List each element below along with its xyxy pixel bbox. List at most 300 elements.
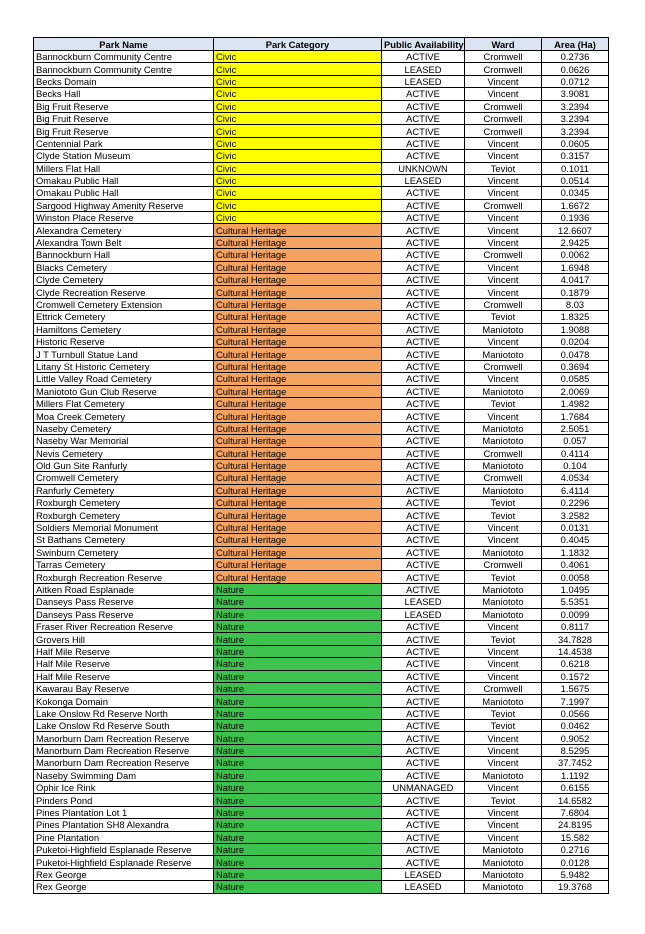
cell-area[interactable]: 19.3768 [542,881,609,893]
cell-ward[interactable]: Teviot [465,707,542,719]
cell-park-category[interactable]: Nature [214,583,382,595]
cell-public-availability[interactable]: ACTIVE [382,509,465,521]
cell-public-availability[interactable]: ACTIVE [382,472,465,484]
cell-ward[interactable]: Vincent [465,732,542,744]
cell-ward[interactable]: Vincent [465,521,542,533]
cell-area[interactable]: 1.9088 [542,323,609,335]
cell-park-name[interactable]: Becks Domain [34,75,214,87]
cell-park-category[interactable]: Cultural Heritage [214,435,382,447]
cell-area[interactable]: 0.2736 [542,51,609,63]
cell-area[interactable]: 5.5351 [542,596,609,608]
cell-public-availability[interactable]: ACTIVE [382,707,465,719]
cell-park-category[interactable]: Cultural Heritage [214,348,382,360]
header-park-category[interactable]: Park Category [214,38,382,51]
cell-park-name[interactable]: Big Fruit Reserve [34,112,214,124]
cell-park-category[interactable]: Nature [214,868,382,880]
cell-area[interactable]: 0.0605 [542,137,609,149]
cell-public-availability[interactable]: ACTIVE [382,373,465,385]
cell-park-category[interactable]: Cultural Heritage [214,335,382,347]
cell-park-name[interactable]: Pinders Pond [34,794,214,806]
cell-park-name[interactable]: Lake Onslow Rd Reserve South [34,720,214,732]
cell-park-name[interactable]: Roxburgh Cemetery [34,509,214,521]
cell-park-name[interactable]: Danseys Pass Reserve [34,608,214,620]
cell-park-name[interactable]: Pine Plantation [34,831,214,843]
cell-park-name[interactable]: Pines Plantation SH8 Alexandra [34,819,214,831]
cell-ward[interactable]: Maniototo [465,323,542,335]
cell-park-category[interactable]: Cultural Heritage [214,422,382,434]
cell-public-availability[interactable]: ACTIVE [382,397,465,409]
cell-park-name[interactable]: Half Mile Reserve [34,670,214,682]
cell-park-category[interactable]: Cultural Heritage [214,360,382,372]
header-ward[interactable]: Ward [465,38,542,51]
cell-park-category[interactable]: Cultural Heritage [214,385,382,397]
cell-park-category[interactable]: Nature [214,744,382,756]
cell-ward[interactable]: Vincent [465,88,542,100]
cell-park-name[interactable]: Bannockburn Community Centre [34,63,214,75]
cell-park-name[interactable]: Litany St Historic Cemetery [34,360,214,372]
cell-public-availability[interactable]: ACTIVE [382,583,465,595]
cell-park-name[interactable]: Winston Place Reserve [34,212,214,224]
cell-public-availability[interactable]: ACTIVE [382,844,465,856]
cell-ward[interactable]: Teviot [465,720,542,732]
cell-area[interactable]: 0.0345 [542,187,609,199]
cell-ward[interactable]: Maniototo [465,844,542,856]
cell-area[interactable]: 0.3694 [542,360,609,372]
cell-public-availability[interactable]: ACTIVE [382,571,465,583]
cell-public-availability[interactable]: ACTIVE [382,682,465,694]
cell-park-category[interactable]: Cultural Heritage [214,311,382,323]
cell-public-availability[interactable]: ACTIVE [382,286,465,298]
cell-park-name[interactable]: Moa Creek Cemetery [34,410,214,422]
cell-ward[interactable]: Vincent [465,373,542,385]
cell-area[interactable]: 0.4061 [542,559,609,571]
cell-ward[interactable]: Cromwell [465,559,542,571]
cell-ward[interactable]: Vincent [465,658,542,670]
cell-park-category[interactable]: Nature [214,732,382,744]
cell-ward[interactable]: Vincent [465,620,542,632]
cell-public-availability[interactable]: ACTIVE [382,348,465,360]
cell-area[interactable]: 0.3157 [542,150,609,162]
cell-area[interactable]: 3.2394 [542,112,609,124]
cell-public-availability[interactable]: ACTIVE [382,100,465,112]
cell-ward[interactable]: Teviot [465,497,542,509]
cell-area[interactable]: 12.6607 [542,224,609,236]
cell-park-category[interactable]: Cultural Heritage [214,534,382,546]
cell-park-category[interactable]: Nature [214,782,382,794]
cell-area[interactable]: 3.9081 [542,88,609,100]
cell-park-category[interactable]: Nature [214,658,382,670]
cell-park-name[interactable]: Millers Flat Hall [34,162,214,174]
cell-ward[interactable]: Vincent [465,806,542,818]
cell-area[interactable]: 24.8195 [542,819,609,831]
cell-public-availability[interactable]: ACTIVE [382,769,465,781]
cell-park-name[interactable]: Naseby Cemetery [34,422,214,434]
cell-ward[interactable]: Maniototo [465,868,542,880]
cell-area[interactable]: 0.2716 [542,844,609,856]
cell-park-category[interactable]: Civic [214,75,382,87]
cell-park-category[interactable]: Civic [214,199,382,211]
cell-park-category[interactable]: Nature [214,633,382,645]
cell-park-name[interactable]: Millers Flat Cemetery [34,397,214,409]
cell-ward[interactable]: Vincent [465,645,542,657]
cell-public-availability[interactable]: LEASED [382,608,465,620]
cell-public-availability[interactable]: ACTIVE [382,559,465,571]
cell-public-availability[interactable]: ACTIVE [382,187,465,199]
cell-park-category[interactable]: Nature [214,620,382,632]
cell-ward[interactable]: Teviot [465,397,542,409]
cell-park-category[interactable]: Cultural Heritage [214,484,382,496]
cell-public-availability[interactable]: ACTIVE [382,633,465,645]
cell-area[interactable]: 2.5051 [542,422,609,434]
cell-park-category[interactable]: Civic [214,150,382,162]
cell-ward[interactable]: Vincent [465,274,542,286]
cell-ward[interactable]: Maniototo [465,596,542,608]
cell-ward[interactable]: Vincent [465,670,542,682]
cell-park-name[interactable]: Bannockburn Hall [34,249,214,261]
cell-park-category[interactable]: Cultural Heritage [214,559,382,571]
cell-park-category[interactable]: Nature [214,856,382,868]
cell-park-name[interactable]: Pines Plantation Lot 1 [34,806,214,818]
cell-ward[interactable]: Teviot [465,162,542,174]
cell-area[interactable]: 0.9052 [542,732,609,744]
cell-public-availability[interactable]: ACTIVE [382,484,465,496]
cell-ward[interactable]: Cromwell [465,112,542,124]
cell-park-category[interactable]: Cultural Heritage [214,410,382,422]
cell-ward[interactable]: Vincent [465,286,542,298]
cell-park-name[interactable]: Maniototo Gun Club Reserve [34,385,214,397]
cell-ward[interactable]: Vincent [465,744,542,756]
cell-park-name[interactable]: Bannockburn Community Centre [34,51,214,63]
cell-park-category[interactable]: Cultural Heritage [214,509,382,521]
cell-public-availability[interactable]: ACTIVE [382,51,465,63]
cell-area[interactable]: 0.1879 [542,286,609,298]
cell-public-availability[interactable]: ACTIVE [382,385,465,397]
cell-park-name[interactable]: Alexandra Cemetery [34,224,214,236]
cell-public-availability[interactable]: ACTIVE [382,137,465,149]
cell-ward[interactable]: Maniototo [465,546,542,558]
cell-ward[interactable]: Cromwell [465,360,542,372]
cell-public-availability[interactable]: ACTIVE [382,546,465,558]
cell-park-category[interactable]: Nature [214,757,382,769]
cell-ward[interactable]: Vincent [465,410,542,422]
cell-park-name[interactable]: Manorburn Dam Recreation Reserve [34,757,214,769]
cell-area[interactable]: 2.0069 [542,385,609,397]
cell-park-category[interactable]: Cultural Heritage [214,236,382,248]
cell-public-availability[interactable]: UNKNOWN [382,162,465,174]
cell-park-category[interactable]: Nature [214,596,382,608]
cell-public-availability[interactable]: LEASED [382,174,465,186]
cell-public-availability[interactable]: ACTIVE [382,410,465,422]
header-park-name[interactable]: Park Name [34,38,214,51]
cell-area[interactable]: 4.0534 [542,472,609,484]
cell-area[interactable]: 3.2394 [542,125,609,137]
cell-public-availability[interactable]: LEASED [382,596,465,608]
cell-public-availability[interactable]: ACTIVE [382,806,465,818]
cell-public-availability[interactable]: UNMANAGED [382,782,465,794]
cell-park-category[interactable]: Civic [214,137,382,149]
cell-ward[interactable]: Vincent [465,831,542,843]
cell-area[interactable]: 0.0099 [542,608,609,620]
cell-park-category[interactable]: Nature [214,844,382,856]
cell-park-category[interactable]: Nature [214,670,382,682]
cell-park-name[interactable]: Cromwell Cemetery [34,472,214,484]
cell-park-category[interactable]: Nature [214,707,382,719]
cell-area[interactable]: 0.4045 [542,534,609,546]
cell-ward[interactable]: Maniototo [465,583,542,595]
cell-park-name[interactable]: J T Turnbull Statue Land [34,348,214,360]
cell-park-category[interactable]: Civic [214,212,382,224]
cell-park-name[interactable]: Rex George [34,881,214,893]
cell-area[interactable]: 5.9482 [542,868,609,880]
cell-area[interactable]: 0.4114 [542,447,609,459]
cell-ward[interactable]: Maniototo [465,484,542,496]
cell-public-availability[interactable]: ACTIVE [382,199,465,211]
cell-public-availability[interactable]: ACTIVE [382,744,465,756]
cell-ward[interactable]: Vincent [465,224,542,236]
cell-park-name[interactable]: Danseys Pass Reserve [34,596,214,608]
cell-park-category[interactable]: Cultural Heritage [214,472,382,484]
cell-area[interactable]: 0.0062 [542,249,609,261]
cell-park-category[interactable]: Cultural Heritage [214,224,382,236]
cell-ward[interactable]: Maniototo [465,881,542,893]
cell-park-category[interactable]: Cultural Heritage [214,497,382,509]
cell-park-category[interactable]: Cultural Heritage [214,447,382,459]
cell-ward[interactable]: Teviot [465,509,542,521]
cell-area[interactable]: 0.0058 [542,571,609,583]
cell-park-name[interactable]: Little Valley Road Cemetery [34,373,214,385]
cell-public-availability[interactable]: ACTIVE [382,645,465,657]
cell-public-availability[interactable]: ACTIVE [382,521,465,533]
cell-area[interactable]: 37.7452 [542,757,609,769]
cell-park-name[interactable]: Omakau Public Hall [34,187,214,199]
cell-area[interactable]: 0.1011 [542,162,609,174]
cell-ward[interactable]: Vincent [465,212,542,224]
cell-ward[interactable]: Maniototo [465,608,542,620]
cell-park-category[interactable]: Cultural Heritage [214,521,382,533]
cell-ward[interactable]: Maniototo [465,435,542,447]
cell-park-category[interactable]: Cultural Heritage [214,323,382,335]
cell-park-category[interactable]: Nature [214,794,382,806]
cell-area[interactable]: 14.4538 [542,645,609,657]
cell-park-name[interactable]: Manorburn Dam Recreation Reserve [34,744,214,756]
cell-area[interactable]: 0.2296 [542,497,609,509]
cell-area[interactable]: 34.7828 [542,633,609,645]
cell-ward[interactable]: Cromwell [465,63,542,75]
cell-park-category[interactable]: Cultural Heritage [214,261,382,273]
cell-park-name[interactable]: Puketoi-Highfield Esplanade Reserve [34,844,214,856]
cell-park-name[interactable]: Roxburgh Cemetery [34,497,214,509]
cell-park-name[interactable]: Cromwell Cemetery Extension [34,298,214,310]
cell-park-category[interactable]: Cultural Heritage [214,546,382,558]
cell-public-availability[interactable]: LEASED [382,75,465,87]
cell-public-availability[interactable]: ACTIVE [382,720,465,732]
cell-ward[interactable]: Vincent [465,782,542,794]
cell-park-name[interactable]: Naseby War Memorial [34,435,214,447]
cell-public-availability[interactable]: ACTIVE [382,112,465,124]
cell-ward[interactable]: Vincent [465,75,542,87]
cell-ward[interactable]: Cromwell [465,447,542,459]
cell-park-name[interactable]: Soldiers Memorial Monument [34,521,214,533]
cell-park-name[interactable]: Naseby Swimming Dam [34,769,214,781]
cell-area[interactable]: 0.0478 [542,348,609,360]
cell-park-name[interactable]: Tarras Cemetery [34,559,214,571]
cell-park-name[interactable]: Hamiltons Cemetery [34,323,214,335]
cell-area[interactable]: 1.8325 [542,311,609,323]
cell-public-availability[interactable]: LEASED [382,868,465,880]
cell-park-category[interactable]: Cultural Heritage [214,459,382,471]
cell-public-availability[interactable]: ACTIVE [382,732,465,744]
cell-area[interactable]: 15.582 [542,831,609,843]
cell-public-availability[interactable]: LEASED [382,881,465,893]
cell-area[interactable]: 1.1832 [542,546,609,558]
cell-area[interactable]: 1.6672 [542,199,609,211]
cell-park-category[interactable]: Nature [214,831,382,843]
cell-public-availability[interactable]: ACTIVE [382,274,465,286]
cell-park-category[interactable]: Cultural Heritage [214,286,382,298]
cell-area[interactable]: 0.8117 [542,620,609,632]
cell-ward[interactable]: Teviot [465,571,542,583]
header-public-availability[interactable]: Public Availability [382,38,465,51]
cell-park-category[interactable]: Nature [214,608,382,620]
cell-public-availability[interactable]: ACTIVE [382,794,465,806]
cell-ward[interactable]: Cromwell [465,682,542,694]
cell-public-availability[interactable]: ACTIVE [382,335,465,347]
cell-park-category[interactable]: Civic [214,125,382,137]
cell-area[interactable]: 0.0514 [542,174,609,186]
cell-park-category[interactable]: Civic [214,63,382,75]
cell-park-category[interactable]: Cultural Heritage [214,373,382,385]
cell-park-name[interactable]: Nevis Cemetery [34,447,214,459]
cell-park-category[interactable]: Nature [214,881,382,893]
cell-public-availability[interactable]: ACTIVE [382,298,465,310]
cell-public-availability[interactable]: ACTIVE [382,534,465,546]
cell-ward[interactable]: Maniototo [465,459,542,471]
cell-park-name[interactable]: Kokonga Domain [34,695,214,707]
cell-park-name[interactable]: Old Gun Site Ranfurly [34,459,214,471]
cell-area[interactable]: 1.0495 [542,583,609,595]
cell-area[interactable]: 0.0712 [542,75,609,87]
cell-public-availability[interactable]: ACTIVE [382,249,465,261]
cell-park-name[interactable]: Rex George [34,868,214,880]
cell-area[interactable]: 0.6218 [542,658,609,670]
cell-area[interactable]: 0.0462 [542,720,609,732]
cell-public-availability[interactable]: LEASED [382,63,465,75]
cell-ward[interactable]: Cromwell [465,472,542,484]
cell-ward[interactable]: Cromwell [465,100,542,112]
cell-park-name[interactable]: Half Mile Reserve [34,658,214,670]
cell-area[interactable]: 0.0131 [542,521,609,533]
cell-park-category[interactable]: Cultural Heritage [214,571,382,583]
cell-park-category[interactable]: Nature [214,769,382,781]
cell-park-name[interactable]: Alexandra Town Belt [34,236,214,248]
cell-public-availability[interactable]: ACTIVE [382,311,465,323]
cell-area[interactable]: 1.1192 [542,769,609,781]
cell-ward[interactable]: Vincent [465,261,542,273]
cell-park-category[interactable]: Nature [214,695,382,707]
cell-public-availability[interactable]: ACTIVE [382,150,465,162]
cell-area[interactable]: 0.1572 [542,670,609,682]
cell-park-name[interactable]: Big Fruit Reserve [34,125,214,137]
cell-ward[interactable]: Vincent [465,335,542,347]
cell-park-category[interactable]: Nature [214,682,382,694]
cell-public-availability[interactable]: ACTIVE [382,459,465,471]
cell-public-availability[interactable]: ACTIVE [382,435,465,447]
cell-park-name[interactable]: Omakau Public Hall [34,174,214,186]
cell-area[interactable]: 0.0128 [542,856,609,868]
cell-area[interactable]: 4.0417 [542,274,609,286]
cell-park-name[interactable]: Becks Hall [34,88,214,100]
cell-public-availability[interactable]: ACTIVE [382,831,465,843]
cell-park-name[interactable]: Sargood Highway Amenity Reserve [34,199,214,211]
cell-public-availability[interactable]: ACTIVE [382,88,465,100]
cell-park-name[interactable]: Clyde Cemetery [34,274,214,286]
cell-area[interactable]: 3.2582 [542,509,609,521]
cell-public-availability[interactable]: ACTIVE [382,658,465,670]
cell-park-name[interactable]: St Bathans Cemetery [34,534,214,546]
cell-ward[interactable]: Cromwell [465,298,542,310]
cell-park-name[interactable]: Ranfurly Cemetery [34,484,214,496]
cell-ward[interactable]: Maniototo [465,385,542,397]
cell-park-name[interactable]: Puketoi-Highfield Esplanade Reserve [34,856,214,868]
cell-area[interactable]: 1.5675 [542,682,609,694]
cell-ward[interactable]: Cromwell [465,125,542,137]
cell-park-name[interactable]: Fraser River Recreation Reserve [34,620,214,632]
cell-public-availability[interactable]: ACTIVE [382,819,465,831]
cell-ward[interactable]: Teviot [465,794,542,806]
cell-area[interactable]: 0.0626 [542,63,609,75]
cell-park-name[interactable]: Kawarau Bay Reserve [34,682,214,694]
cell-area[interactable]: 7.6804 [542,806,609,818]
cell-park-category[interactable]: Civic [214,88,382,100]
cell-park-category[interactable]: Nature [214,806,382,818]
cell-park-category[interactable]: Nature [214,645,382,657]
cell-area[interactable]: 2.9425 [542,236,609,248]
cell-park-name[interactable]: Manorburn Dam Recreation Reserve [34,732,214,744]
cell-park-name[interactable]: Ettrick Cemetery [34,311,214,323]
cell-park-name[interactable]: Centennial Park [34,137,214,149]
cell-ward[interactable]: Vincent [465,534,542,546]
cell-park-name[interactable]: Clyde Station Museum [34,150,214,162]
cell-public-availability[interactable]: ACTIVE [382,422,465,434]
cell-public-availability[interactable]: ACTIVE [382,497,465,509]
cell-public-availability[interactable]: ACTIVE [382,757,465,769]
cell-park-name[interactable]: Historic Reserve [34,335,214,347]
cell-area[interactable]: 0.0585 [542,373,609,385]
cell-ward[interactable]: Maniototo [465,348,542,360]
header-area[interactable]: Area (Ha) [542,38,609,51]
cell-public-availability[interactable]: ACTIVE [382,212,465,224]
cell-public-availability[interactable]: ACTIVE [382,620,465,632]
cell-area[interactable]: 8.5295 [542,744,609,756]
cell-public-availability[interactable]: ACTIVE [382,670,465,682]
cell-park-name[interactable]: Swinburn Cemetery [34,546,214,558]
cell-ward[interactable]: Maniototo [465,422,542,434]
cell-ward[interactable]: Teviot [465,311,542,323]
cell-ward[interactable]: Vincent [465,174,542,186]
cell-park-category[interactable]: Nature [214,819,382,831]
cell-ward[interactable]: Cromwell [465,51,542,63]
cell-park-name[interactable]: Lake Onslow Rd Reserve North [34,707,214,719]
cell-ward[interactable]: Vincent [465,150,542,162]
cell-public-availability[interactable]: ACTIVE [382,261,465,273]
cell-area[interactable]: 0.0204 [542,335,609,347]
cell-area[interactable]: 8.03 [542,298,609,310]
cell-park-category[interactable]: Civic [214,100,382,112]
cell-ward[interactable]: Vincent [465,236,542,248]
cell-ward[interactable]: Maniototo [465,856,542,868]
cell-area[interactable]: 0.0566 [542,707,609,719]
cell-ward[interactable]: Maniototo [465,695,542,707]
